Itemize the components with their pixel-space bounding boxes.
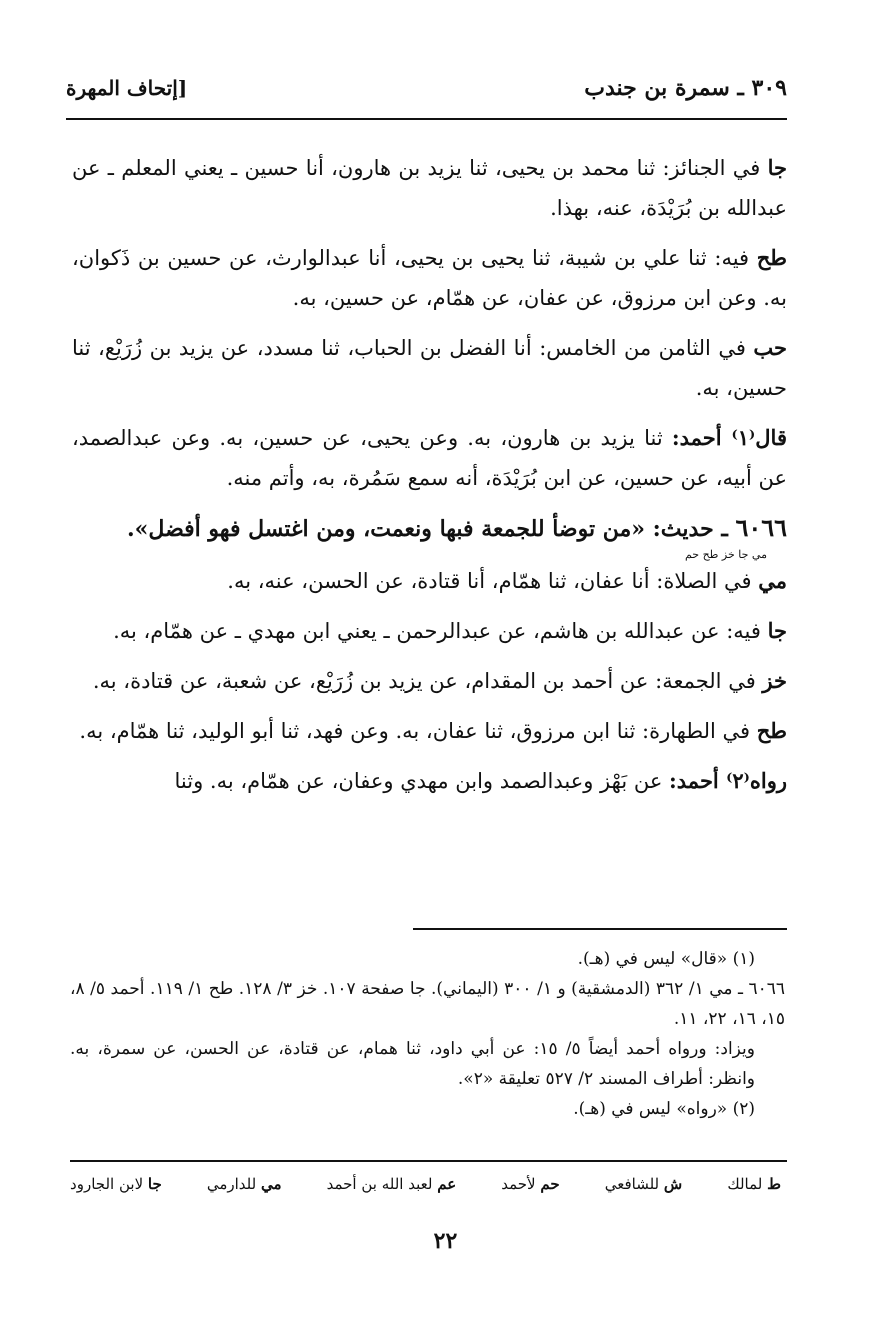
legend-item: حم لأحمد [501,1175,560,1193]
legend-item: ط لمالك [727,1175,781,1193]
paragraph-tah-1: طح فيه: ثنا علي بن شيبة، ثنا يحيى بن يحيى، أنا عبدالوارث، عن حسين بن ذَكوان، به. وعن ابن مرزوق، عن عفان، عن همّام، عن حسين، به. [72,245,787,310]
hadith-sigla: مي جا خز طح حم [684,548,767,561]
paragraph-tah-2: طح في الطهارة: ثنا ابن مرزوق، ثنا عفان، به. وعن فهد، ثنا أبو الوليد، ثنا همّام، به. [79,718,787,743]
paragraph-khuz: خز في الجمعة: عن أحمد بن المقدام، عن يزيد بن زُرَيْع، عن شعبة، عن قتادة، به. [92,668,787,693]
legend-item: عم لعبد الله بن أحمد [326,1175,457,1193]
footnote-1: (١) «قال» ليس في (هـ). [577,949,755,969]
legend-item: مي للدارمي [206,1175,282,1193]
section-title: ٣٠٩ ـ سمرة بن جندب [584,75,787,101]
legend-item: جا لابن الجارود [70,1175,162,1193]
footnote-addition: ويزاد: ورواه أحمد أيضاً ٥/ ١٥: عن أبي داود، ثنا همام، عن قتادة، عن الحسن، عن سمرة، به. وانظر: أطراف المسند ٢/ ٥٢٧ تعليقة «٢». [70,1039,755,1089]
running-header [66,68,787,108]
paragraph-ahmad-1: قال⁽١⁾ أحمد: ثنا يزيد بن هارون، به. وعن يحيى، عن حسين، به. وعن عبدالصمد، عن أبيه، عن حسين، عن ابن بُرَيْدَة، أنه سمع سَمُرة، به، وأتم منه. [72,425,787,490]
main-text [72,148,787,811]
paragraph-ahmad-2: رواه⁽٢⁾ أحمد: عن بَهْز وعبدالصمد وابن مهدي وعفان، عن همّام، به. وثنا [174,768,787,793]
hadith-heading [72,508,787,549]
paragraph-ja-2: جا فيه: عن عبدالله بن هاشم، عن عبدالرحمن ـ يعني ابن مهدي ـ عن همّام، به. [113,618,787,643]
legend-item: ش للشافعي [604,1175,683,1193]
book-title: [إتحاف المهرة [66,76,188,100]
page-number: ٢٢ [433,1228,458,1254]
footnote-2: (٢) «رواه» ليس في (هـ). [573,1099,755,1119]
footnote-rule [413,928,787,930]
hadith-text: ـ حديث: «من توضأ للجمعة فبها ونعمت، ومن اغتسل فهو أفضل». [127,516,736,542]
footnote-references: ٦٠٦٦ ـ مي ١/ ٣٦٢ (الدمشقية) و ١/ ٣٠٠ (اليماني). جا صفحة ١٠٧. خز ٣/ ١٢٨. طح ١/ ١١٩. أحمد ٥/ ٨، ١٥، ١٦، ٢٢، ١١. [70,979,786,1029]
sigla-legend [70,1175,781,1193]
legend-rule [70,1160,787,1162]
header-rule [66,118,787,120]
paragraph-ja-funerals: جا في الجنائز: ثنا محمد بن يحيى، ثنا يزيد بن هارون، أنا حسين ـ يعني المعلم ـ عن عبدالله بن بُرَيْدَة، عنه، بهذا. [72,155,787,220]
footnotes [70,944,785,1124]
paragraph-mi: مي في الصلاة: أنا عفان، ثنا همّام، أنا قتادة، عن الحسن، عنه، به. [227,568,787,593]
hadith-number: ٦٠٦٦ [735,513,787,542]
paragraph-hib: حب في الثامن من الخامس: أنا الفضل بن الحباب، ثنا مسدد، عن يزيد بن زُرَيْع، ثنا حسين، به. [72,335,787,400]
